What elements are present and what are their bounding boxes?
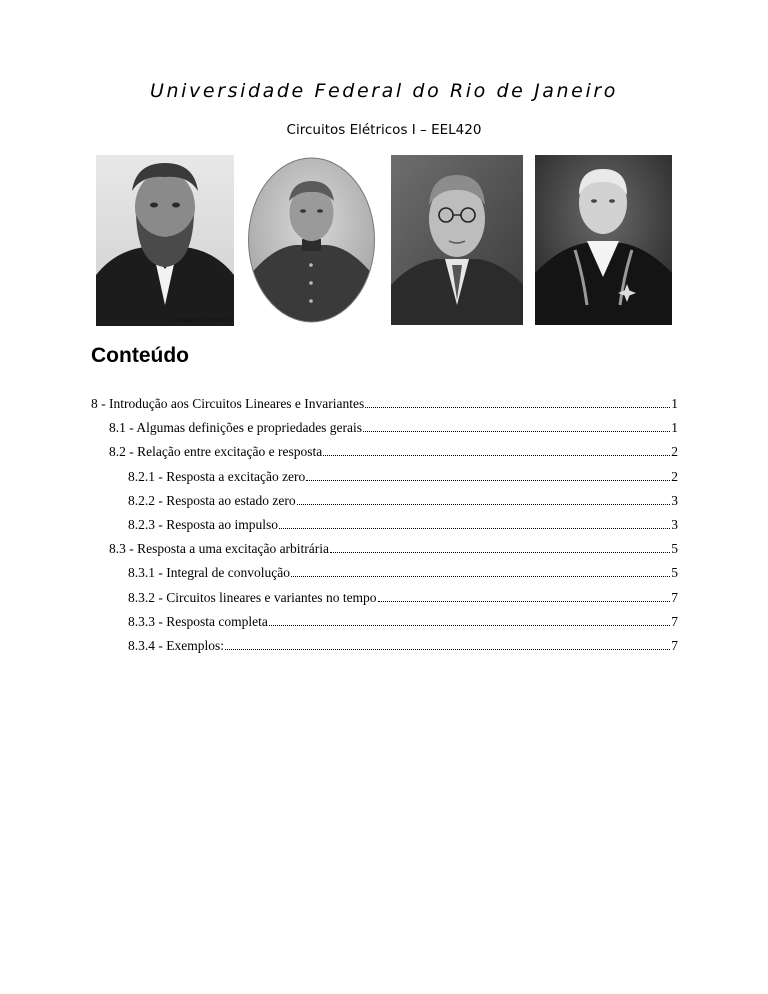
toc-dot-leader	[279, 518, 670, 529]
toc-page-number: 5	[671, 541, 678, 557]
toc-entry[interactable]	[91, 396, 678, 420]
toc-entry-title: 8.1 - Algumas definições e propriedades gerais	[109, 420, 363, 436]
toc-heading: Conteúdo	[91, 344, 189, 367]
toc-dot-leader	[291, 566, 670, 577]
toc-entry-title: 8.3.2 - Circuitos lineares e variantes no tempo	[128, 589, 377, 605]
toc-entry-title: 8.3 - Resposta a uma excitação arbitrária	[109, 541, 330, 557]
toc-entry-title: 8.2.1 - Resposta a excitação zero	[128, 468, 306, 484]
toc-dot-leader	[297, 494, 671, 505]
toc-entry-title: 8.3.4 - Exemplos:	[128, 637, 224, 653]
toc-dot-leader	[225, 639, 670, 650]
toc-dot-leader	[330, 542, 670, 553]
toc-page-number: 1	[671, 396, 678, 411]
toc-entry[interactable]	[91, 590, 678, 614]
toc-entry-title: 8.2.3 - Resposta ao impulso	[128, 516, 278, 532]
university-title: Universidade Federal do Rio de Janeiro	[150, 80, 618, 102]
table-of-contents	[91, 396, 678, 662]
toc-dot-leader	[365, 397, 670, 408]
toc-entry[interactable]	[91, 469, 678, 493]
portrait-decorated-coat-image	[535, 155, 672, 325]
toc-page-number: 7	[671, 613, 678, 629]
library-of-congress-credit: Library of Congress	[173, 317, 230, 324]
toc-entry[interactable]	[91, 614, 678, 638]
toc-page-number: 7	[671, 637, 678, 653]
toc-page-number: 5	[671, 565, 678, 581]
toc-page-number: 2	[671, 444, 678, 460]
portrait-man-with-glasses-image	[391, 155, 523, 325]
toc-dot-leader	[323, 445, 670, 456]
course-subtitle: Circuitos Elétricos I – EEL420	[286, 122, 482, 138]
toc-entry-title: 8.2 - Relação entre excitação e resposta	[109, 444, 323, 460]
toc-dot-leader	[306, 470, 670, 481]
toc-entry[interactable]	[91, 444, 678, 468]
toc-entry-title: 8.3.3 - Resposta completa	[128, 613, 268, 629]
toc-dot-leader	[269, 615, 670, 626]
portrait-bearded-man-image	[96, 155, 234, 326]
toc-entry[interactable]	[91, 517, 678, 541]
toc-dot-leader	[363, 421, 670, 432]
toc-page-number: 1	[671, 420, 678, 436]
portrait-strip	[0, 0, 768, 340]
portrait-oval-young-man-image	[246, 155, 377, 325]
toc-page-number: 7	[671, 589, 678, 605]
toc-entry[interactable]	[91, 541, 678, 565]
toc-entry-title: 8.3.1 - Integral de convolução	[128, 565, 290, 581]
toc-entry-title: 8 - Introdução aos Circuitos Lineares e Invariantes	[91, 396, 365, 411]
toc-entry[interactable]	[91, 420, 678, 444]
toc-entry-title: 8.2.2 - Resposta ao estado zero	[128, 492, 296, 508]
toc-entry[interactable]	[91, 638, 678, 662]
toc-page-number: 2	[671, 468, 678, 484]
toc-entry[interactable]	[91, 493, 678, 517]
toc-page-number: 3	[671, 492, 678, 508]
toc-page-number: 3	[671, 516, 678, 532]
toc-entry[interactable]	[91, 565, 678, 589]
toc-dot-leader	[378, 591, 671, 602]
